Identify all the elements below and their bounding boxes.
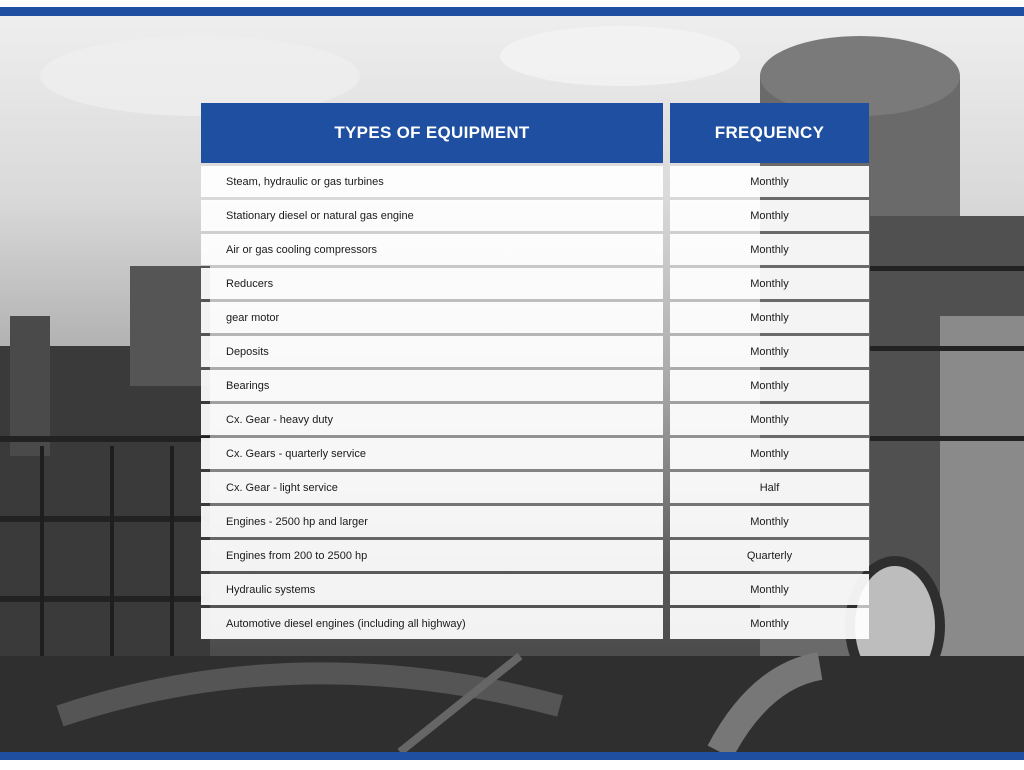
frequency-cell: Monthly <box>670 200 869 231</box>
equipment-cell: Air or gas cooling compressors <box>201 234 663 265</box>
frequency-cell: Monthly <box>670 302 869 333</box>
frequency-cell: Monthly <box>670 438 869 469</box>
equipment-cell: Automotive diesel engines (including all highway) <box>201 608 663 639</box>
equipment-cell: Cx. Gears - quarterly service <box>201 438 663 469</box>
frequency-cell: Monthly <box>670 370 869 401</box>
equipment-cell: Cx. Gear - heavy duty <box>201 404 663 435</box>
equipment-cell: Cx. Gear - light service <box>201 472 663 503</box>
bottom-frame-bar <box>0 752 1024 760</box>
equipment-cell: Hydraulic systems <box>201 574 663 605</box>
equipment-cell: Steam, hydraulic or gas turbines <box>201 166 663 197</box>
frequency-cell: Monthly <box>670 166 869 197</box>
frequency-cell: Monthly <box>670 608 869 639</box>
frequency-column <box>670 103 869 639</box>
equipment-cell: Reducers <box>201 268 663 299</box>
frequency-cell: Monthly <box>670 404 869 435</box>
frequency-cell: Monthly <box>670 234 869 265</box>
equipment-cell: Engines from 200 to 2500 hp <box>201 540 663 571</box>
frequency-cell: Monthly <box>670 506 869 537</box>
equipment-column <box>201 103 663 639</box>
maintenance-frequency-table <box>201 103 869 641</box>
frequency-cell: Half <box>670 472 869 503</box>
equipment-column-header: TYPES OF EQUIPMENT <box>201 103 663 163</box>
frequency-cell: Monthly <box>670 336 869 367</box>
frequency-cell: Monthly <box>670 268 869 299</box>
frequency-cell: Monthly <box>670 574 869 605</box>
frequency-column-header: FREQUENCY <box>670 103 869 163</box>
equipment-cell: Bearings <box>201 370 663 401</box>
equipment-cell: Deposits <box>201 336 663 367</box>
frequency-cell: Quarterly <box>670 540 869 571</box>
top-frame-bar <box>0 7 1024 16</box>
equipment-cell: Engines - 2500 hp and larger <box>201 506 663 537</box>
equipment-cell: Stationary diesel or natural gas engine <box>201 200 663 231</box>
equipment-cell: gear motor <box>201 302 663 333</box>
